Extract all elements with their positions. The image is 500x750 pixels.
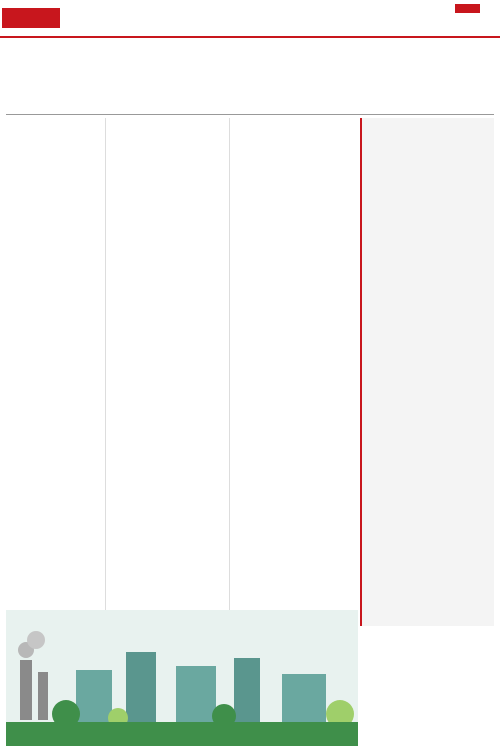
smoke-icon	[27, 631, 45, 649]
building-icon	[176, 666, 216, 722]
building-icon	[76, 670, 112, 722]
article-column-2	[232, 118, 350, 610]
city-illustration	[6, 610, 358, 746]
ground	[6, 722, 358, 746]
column-divider	[229, 118, 230, 610]
section-tab	[2, 8, 60, 28]
city-illustration-graphic	[6, 610, 358, 746]
building-icon	[282, 674, 326, 722]
article-subheadline	[34, 46, 466, 68]
page-number	[482, 3, 498, 13]
chimney-icon	[20, 660, 32, 720]
column-divider	[105, 118, 106, 610]
article-headline	[34, 72, 466, 108]
data-sidebar	[360, 118, 494, 626]
lead-column	[6, 118, 102, 610]
sidebar-credit	[368, 610, 488, 620]
building-icon	[234, 658, 260, 722]
masthead-info	[232, 4, 452, 13]
article-column-1	[108, 118, 226, 610]
page-header	[0, 0, 500, 36]
headline-rule	[6, 114, 494, 115]
chimney-icon	[38, 672, 48, 720]
masthead-red-block	[455, 4, 480, 13]
building-icon	[126, 652, 156, 722]
header-rule	[0, 36, 500, 38]
